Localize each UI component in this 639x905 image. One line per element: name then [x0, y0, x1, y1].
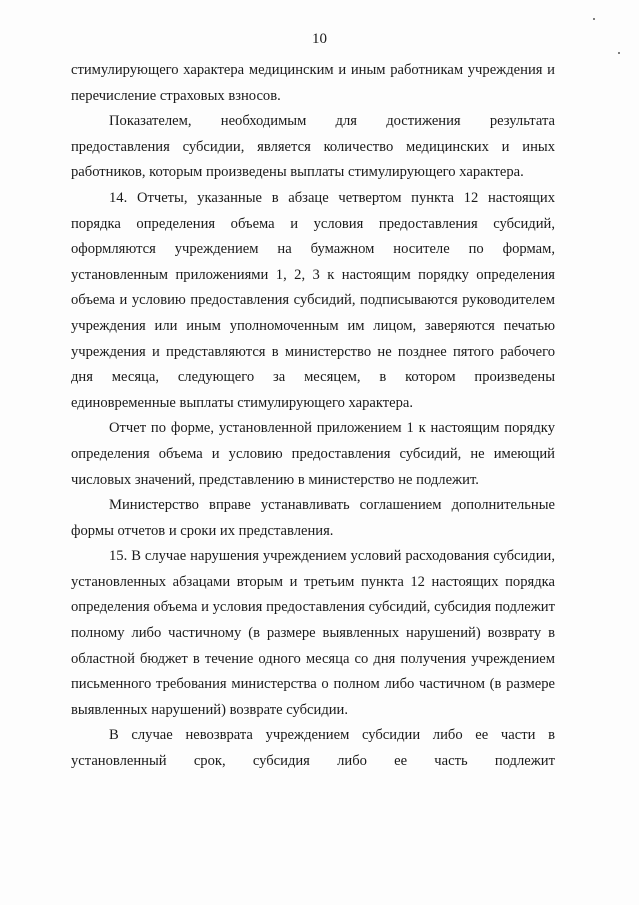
paragraph-non-return: В случае невозврата учреждением субсидии либо ее части в установленный срок, субсидия либо ее часть подлежит: [71, 727, 555, 770]
page-number: 10: [312, 31, 327, 47]
paragraph-report-form-1: Отчет по форме, установленной приложением 1 к настоящим порядку определения объема и условию предоставления субсидий, не имеющий числовых значений, представлению в министерство не подлежит.: [71, 420, 555, 488]
paragraph-result-indicator: Показателем, необходимым для достижения результата предоставления субсидии, является количество медицинских и иных работников, которым произведены выплаты стимулирующего характера.: [71, 113, 555, 181]
paragraph-additional-forms: Министерство вправе устанавливать соглашением дополнительные формы отчетов и сроки их представления.: [71, 497, 555, 539]
scan-speck: [593, 18, 595, 20]
paragraph-15-violation: 15. В случае нарушения учреждением условий расходования субсидии, установленных абзацами вторым и третьим пункта 12 настоящих порядка определения объема и условия предоставления субсидий, субсидия подлежит полному либо частичному (в размере выявленных нарушений) возврату в областной бюджет в течение одного месяца со дня получения учреждением письменного требования министерства о полном либо частичном (в размере выявленных нарушений) возврате субсидии.: [71, 548, 555, 718]
document-body: [71, 58, 555, 775]
paragraph-continuation: стимулирующего характера медицинским и иным работникам учреждения и перечисление страховых взносов.: [71, 62, 555, 104]
scan-speck: [618, 52, 620, 54]
paragraph-14-reports: 14. Отчеты, указанные в абзаце четвертом пункта 12 настоящих порядка определения объема и условия предоставления субсидий, оформляются учреждением на бумажном носителе по формам, установленным приложениями 1, 2, 3 к настоящим порядку определения объема и условию предоставления субсидий, подписываются руководителем учреждения или иным уполномоченным им лицом, заверяются печатью учреждения и представляются в министерство не позднее пятого рабочего дня месяца, следующего за месяцем, в котором произведены единовременные выплаты стимулирующего характера.: [71, 189, 555, 411]
